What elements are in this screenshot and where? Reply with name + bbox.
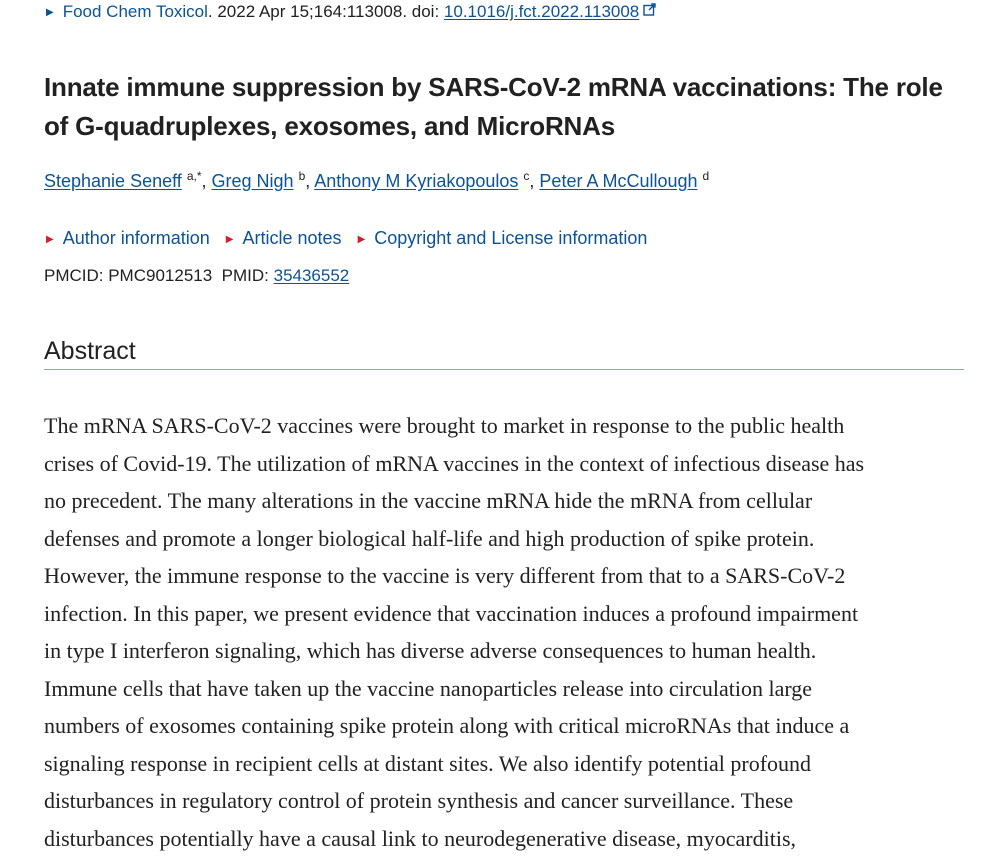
abstract-line: signaling response in recipient cells at distant sites. We also identify potential profound — [44, 750, 812, 776]
citation-details: . 2022 Apr 15;164:113008. doi: — [207, 2, 444, 21]
author-affiliation-sup[interactable]: c — [523, 169, 530, 183]
journal-name[interactable]: Food Chem Toxicol — [62, 2, 208, 21]
abstract-line: disturbances in regulatory control of protein synthesis and cancer surveillance. These — [44, 788, 794, 813]
abstract-line: numbers of exosomes containing spike protein along with critical microRNAs that induce a — [44, 713, 850, 738]
author-list: Stephanie Seneff $^{a,*}$, Greg Nigh $^b$, Anthony M Kyriakopoulos $^c$, Peter A McCullough $^d$ — [44, 169, 710, 191]
pmcid: PMCID: PMC9012513 — [44, 266, 213, 285]
expand-triangle-icon[interactable]: ▶ — [46, 7, 54, 18]
author-link[interactable]: Stephanie Seneff — [44, 171, 182, 191]
external-link-icon[interactable] — [643, 0, 656, 22]
author-affiliation-sup[interactable]: b — [298, 169, 306, 183]
pmid-label: PMID: — [221, 266, 269, 285]
abstract-line: crises of Covid-19. The utilization of mRNA vaccines in the context of infectious disease has — [44, 450, 865, 476]
expand-triangle-icon[interactable]: ▶ — [225, 234, 234, 245]
expand-triangle-icon[interactable]: ▶ — [46, 234, 54, 245]
author-affiliation-sup[interactable]: a,* — [186, 169, 202, 183]
author-link[interactable]: Greg Nigh — [211, 171, 294, 191]
abstract-line: disturbances potentially have a causal link to neurodegenerative disease, myocarditis, — [44, 825, 797, 851]
abstract-line: However, the immune response to the vaccine is very different from that to a SARS-CoV-2 — [44, 563, 846, 588]
abstract-line: defenses and promote a longer biological half-life and high production of spike protein. — [44, 525, 815, 551]
doi-link[interactable]: 10.1016/j.fct.2022.113008 — [443, 2, 640, 21]
pmid-link[interactable]: 35436552 — [273, 266, 350, 285]
author-affiliation-sup[interactable]: d — [702, 169, 710, 183]
abstract-text — [44, 407, 969, 857]
article-notes-toggle[interactable]: Article notes — [242, 228, 342, 248]
author-link[interactable]: Peter A McCullough — [539, 171, 698, 191]
author-link[interactable]: Anthony M Kyriakopoulos — [314, 171, 519, 191]
abstract-line: no precedent. The many alterations in the vaccine mRNA hide the mRNA from cellular — [44, 488, 813, 513]
abstract-line: The mRNA SARS-CoV-2 vaccines were brought to market in response to the public health — [44, 413, 845, 438]
article-ids — [44, 264, 349, 288]
abstract-heading: Abstract — [44, 337, 136, 365]
abstract-line: Immune cells that have taken up the vaccine nanoparticles release into circulation large — [44, 675, 813, 701]
expand-triangle-icon[interactable]: ▶ — [357, 234, 366, 245]
abstract-line: infection. In this paper, we present evidence that vaccination induces a profound impairment — [44, 600, 859, 626]
author-information-toggle[interactable]: Author information — [62, 228, 210, 248]
section-divider — [44, 369, 964, 370]
copyright-license-toggle[interactable]: Copyright and License information — [374, 228, 648, 248]
info-toggles — [46, 226, 658, 254]
abstract-line: in type I interferon signaling, which has diverse adverse consequences to human health. — [44, 638, 817, 663]
article-title: Innate immune suppression by SARS-CoV-2 mRNA vaccinations: The role of G-quadruplexes, exosomes, and MicroRNAs — [44, 72, 943, 141]
citation-line — [46, 1, 656, 26]
